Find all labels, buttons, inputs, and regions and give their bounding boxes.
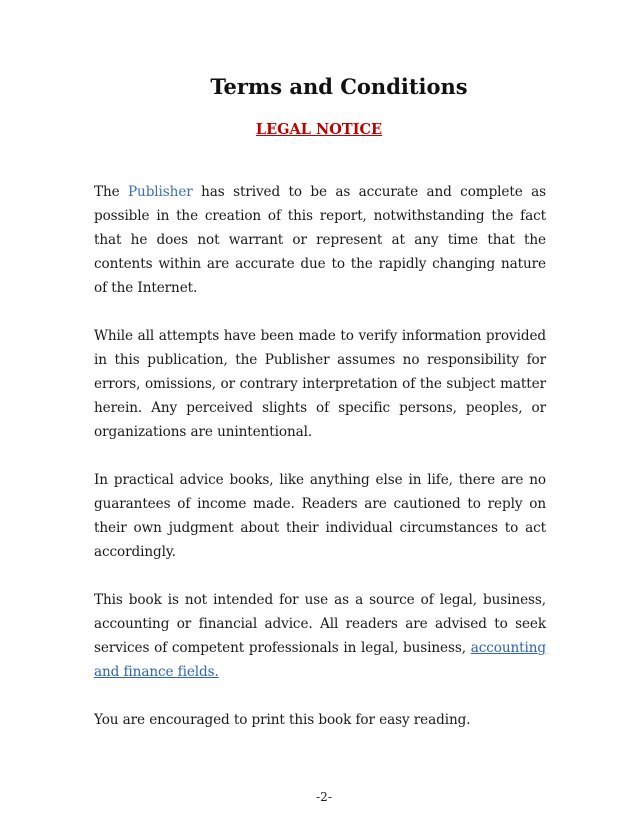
paragraph-publisher-post: has strived to be as accurate and complete as possible in the creation of this report, notwithstanding the fact that he does not warrant or represent at any time that the contents within are accurate due to the rapidly changing nature of the Internet.: [94, 184, 546, 296]
paragraph-practical-advice: In practical advice books, like anything else in life, there are no guarantees of income made. Readers are cautioned to reply on their own judgment about their individual circumstances to act accordingly.: [94, 472, 546, 560]
paragraph-print: You are encouraged to print this book for easy reading.: [94, 712, 471, 728]
paragraph-not-legal-advice-text: This book is not intended for use as a source of legal, business, accounting or financial advice. All readers are advised to seek services of competent professionals in legal, business,: [94, 592, 546, 656]
paragraph-verification: While all attempts have been made to verify information provided in this publication, the Publisher assumes no responsibility for errors, omissions, or contrary interpretation of the subject matter herein. Any perceived slights of specific persons, peoples, or organizations are unintentional.: [94, 328, 546, 440]
document-body: [94, 180, 546, 756]
paragraph-not-legal-advice: [94, 588, 546, 684]
page-title: Terms and Conditions: [210, 74, 468, 99]
section-heading-legal-notice: LEGAL NOTICE: [255, 121, 383, 138]
accounting-finance-link[interactable]: accounting and finance fields.: [94, 640, 546, 680]
paragraph-publisher-pre: The: [94, 184, 128, 200]
page-number: -2-: [316, 790, 332, 804]
publisher-link[interactable]: Publisher: [128, 184, 193, 200]
paragraph-publisher: [94, 180, 546, 300]
